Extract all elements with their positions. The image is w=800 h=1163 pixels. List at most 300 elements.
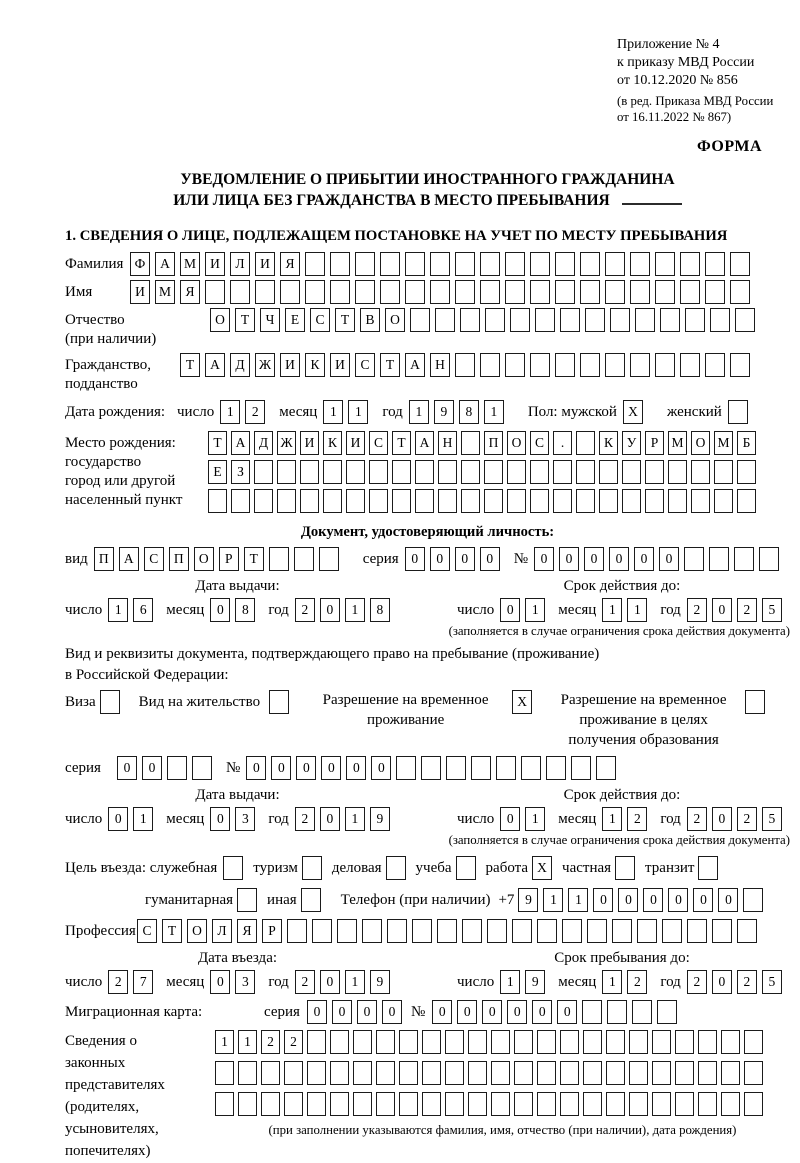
char-box[interactable]: 6 [133, 598, 153, 622]
char-box[interactable]: И [130, 280, 150, 304]
char-box[interactable] [505, 252, 525, 276]
char-box[interactable] [307, 1092, 326, 1116]
char-box[interactable]: А [415, 431, 434, 455]
char-box[interactable] [652, 1092, 671, 1116]
char-box[interactable] [560, 1061, 579, 1085]
char-box[interactable]: 2 [737, 807, 757, 831]
char-box[interactable]: 0 [320, 807, 340, 831]
char-box[interactable] [630, 252, 650, 276]
char-box[interactable] [435, 308, 455, 332]
char-box[interactable] [438, 489, 457, 513]
char-box[interactable] [305, 280, 325, 304]
char-box[interactable]: 1 [525, 807, 545, 831]
char-box[interactable] [261, 1061, 280, 1085]
char-box[interactable] [730, 353, 750, 377]
char-box[interactable] [652, 1061, 671, 1085]
char-box[interactable] [655, 353, 675, 377]
char-box[interactable] [484, 489, 503, 513]
char-box[interactable]: 0 [480, 547, 500, 571]
char-box[interactable] [698, 1092, 717, 1116]
char-box[interactable] [629, 1061, 648, 1085]
char-box[interactable] [745, 690, 765, 714]
char-box[interactable] [730, 252, 750, 276]
char-box[interactable] [421, 756, 441, 780]
char-box[interactable]: А [155, 252, 175, 276]
char-box[interactable] [605, 280, 625, 304]
char-box[interactable]: 0 [405, 547, 425, 571]
char-box[interactable] [562, 919, 582, 943]
char-box[interactable] [685, 308, 705, 332]
char-box[interactable] [553, 460, 572, 484]
char-box[interactable]: 0 [210, 807, 230, 831]
char-box[interactable] [399, 1092, 418, 1116]
char-box[interactable] [208, 489, 227, 513]
char-box[interactable]: О [210, 308, 230, 332]
char-box[interactable]: 0 [246, 756, 266, 780]
char-box[interactable]: В [360, 308, 380, 332]
char-box[interactable] [380, 252, 400, 276]
char-box[interactable] [675, 1092, 694, 1116]
char-box[interactable]: 2 [261, 1030, 280, 1054]
char-box[interactable] [743, 888, 763, 912]
char-box[interactable] [632, 1000, 652, 1024]
char-box[interactable] [660, 308, 680, 332]
char-box[interactable] [238, 1061, 257, 1085]
char-box[interactable] [622, 460, 641, 484]
char-box[interactable] [737, 489, 756, 513]
char-box[interactable] [606, 1092, 625, 1116]
char-box[interactable]: Б [737, 431, 756, 455]
char-box[interactable]: 9 [434, 400, 454, 424]
char-box[interactable] [405, 280, 425, 304]
char-box[interactable] [560, 1092, 579, 1116]
char-box[interactable] [215, 1092, 234, 1116]
char-box[interactable] [376, 1061, 395, 1085]
char-box[interactable] [456, 856, 476, 880]
char-box[interactable]: 0 [357, 1000, 377, 1024]
char-box[interactable] [546, 756, 566, 780]
char-box[interactable] [637, 919, 657, 943]
char-box[interactable]: Р [262, 919, 282, 943]
char-box[interactable] [287, 919, 307, 943]
char-box[interactable] [319, 547, 339, 571]
char-box[interactable]: X [623, 400, 643, 424]
char-box[interactable] [583, 1092, 602, 1116]
char-box[interactable] [537, 1092, 556, 1116]
char-box[interactable]: 1 [627, 598, 647, 622]
char-box[interactable] [582, 1000, 602, 1024]
char-box[interactable] [167, 756, 187, 780]
char-box[interactable] [580, 252, 600, 276]
char-box[interactable]: И [255, 252, 275, 276]
char-box[interactable]: М [180, 252, 200, 276]
char-box[interactable] [585, 308, 605, 332]
char-box[interactable] [269, 547, 289, 571]
char-box[interactable] [422, 1061, 441, 1085]
char-box[interactable]: О [691, 431, 710, 455]
char-box[interactable] [376, 1092, 395, 1116]
char-box[interactable]: О [507, 431, 526, 455]
char-box[interactable]: И [205, 252, 225, 276]
char-box[interactable] [629, 1092, 648, 1116]
char-box[interactable]: М [155, 280, 175, 304]
char-box[interactable] [583, 1030, 602, 1054]
char-box[interactable]: 0 [210, 598, 230, 622]
char-box[interactable]: 2 [627, 807, 647, 831]
char-box[interactable]: О [187, 919, 207, 943]
char-box[interactable] [655, 252, 675, 276]
char-box[interactable]: 0 [346, 756, 366, 780]
char-box[interactable] [512, 919, 532, 943]
char-box[interactable] [415, 489, 434, 513]
char-box[interactable] [721, 1092, 740, 1116]
char-box[interactable]: С [369, 431, 388, 455]
char-box[interactable]: Р [645, 431, 664, 455]
char-box[interactable] [705, 280, 725, 304]
char-box[interactable]: 0 [500, 598, 520, 622]
char-box[interactable] [330, 280, 350, 304]
char-box[interactable] [305, 252, 325, 276]
char-box[interactable] [491, 1030, 510, 1054]
char-box[interactable]: 0 [320, 970, 340, 994]
char-box[interactable] [535, 308, 555, 332]
char-box[interactable]: 1 [409, 400, 429, 424]
char-box[interactable]: Д [230, 353, 250, 377]
char-box[interactable]: 0 [557, 1000, 577, 1024]
char-box[interactable]: 1 [602, 970, 622, 994]
char-box[interactable] [422, 1092, 441, 1116]
char-box[interactable]: 2 [108, 970, 128, 994]
char-box[interactable]: 1 [323, 400, 343, 424]
char-box[interactable] [530, 489, 549, 513]
char-box[interactable] [744, 1092, 763, 1116]
char-box[interactable] [445, 1061, 464, 1085]
char-box[interactable] [505, 353, 525, 377]
char-box[interactable] [610, 308, 630, 332]
char-box[interactable] [537, 1061, 556, 1085]
char-box[interactable] [714, 489, 733, 513]
char-box[interactable] [337, 919, 357, 943]
char-box[interactable]: П [94, 547, 114, 571]
char-box[interactable]: 0 [712, 598, 732, 622]
char-box[interactable]: 3 [235, 970, 255, 994]
char-box[interactable]: А [119, 547, 139, 571]
char-box[interactable] [576, 460, 595, 484]
char-box[interactable]: 2 [687, 807, 707, 831]
char-box[interactable] [714, 460, 733, 484]
char-box[interactable] [680, 280, 700, 304]
char-box[interactable] [635, 308, 655, 332]
char-box[interactable]: 8 [370, 598, 390, 622]
char-box[interactable] [599, 460, 618, 484]
char-box[interactable]: 0 [117, 756, 137, 780]
char-box[interactable]: 0 [482, 1000, 502, 1024]
char-box[interactable] [553, 489, 572, 513]
char-box[interactable] [487, 919, 507, 943]
char-box[interactable] [480, 280, 500, 304]
char-box[interactable]: 2 [245, 400, 265, 424]
char-box[interactable] [514, 1092, 533, 1116]
char-box[interactable] [645, 460, 664, 484]
char-box[interactable] [521, 756, 541, 780]
char-box[interactable] [468, 1061, 487, 1085]
char-box[interactable] [491, 1092, 510, 1116]
char-box[interactable] [237, 888, 257, 912]
char-box[interactable] [530, 252, 550, 276]
char-box[interactable]: 9 [370, 970, 390, 994]
char-box[interactable]: 1 [215, 1030, 234, 1054]
char-box[interactable]: 3 [235, 807, 255, 831]
char-box[interactable]: И [346, 431, 365, 455]
char-box[interactable] [392, 489, 411, 513]
char-box[interactable]: Е [208, 460, 227, 484]
char-box[interactable]: 0 [271, 756, 291, 780]
char-box[interactable]: 0 [643, 888, 663, 912]
char-box[interactable] [261, 1092, 280, 1116]
char-box[interactable] [737, 919, 757, 943]
char-box[interactable] [460, 308, 480, 332]
char-box[interactable]: 0 [455, 547, 475, 571]
char-box[interactable]: 0 [532, 1000, 552, 1024]
char-box[interactable] [530, 353, 550, 377]
char-box[interactable] [415, 460, 434, 484]
char-box[interactable] [580, 280, 600, 304]
char-box[interactable]: 0 [210, 970, 230, 994]
char-box[interactable] [461, 489, 480, 513]
char-box[interactable]: 2 [295, 598, 315, 622]
char-box[interactable]: П [169, 547, 189, 571]
char-box[interactable]: Т [380, 353, 400, 377]
char-box[interactable] [721, 1030, 740, 1054]
char-box[interactable]: . [553, 431, 572, 455]
char-box[interactable]: 1 [133, 807, 153, 831]
char-box[interactable] [555, 280, 575, 304]
char-box[interactable] [254, 489, 273, 513]
char-box[interactable] [668, 460, 687, 484]
char-box[interactable] [362, 919, 382, 943]
char-box[interactable]: 1 [345, 598, 365, 622]
char-box[interactable] [223, 856, 243, 880]
char-box[interactable] [312, 919, 332, 943]
char-box[interactable] [485, 308, 505, 332]
char-box[interactable] [396, 756, 416, 780]
char-box[interactable] [728, 400, 748, 424]
char-box[interactable] [205, 280, 225, 304]
char-box[interactable] [100, 690, 120, 714]
char-box[interactable] [284, 1092, 303, 1116]
char-box[interactable]: Т [180, 353, 200, 377]
char-box[interactable]: 1 [345, 970, 365, 994]
char-box[interactable] [445, 1030, 464, 1054]
char-box[interactable]: О [385, 308, 405, 332]
char-box[interactable]: X [512, 690, 532, 714]
char-box[interactable] [430, 252, 450, 276]
char-box[interactable] [300, 489, 319, 513]
char-box[interactable]: 0 [659, 547, 679, 571]
char-box[interactable] [480, 353, 500, 377]
char-box[interactable]: 0 [584, 547, 604, 571]
char-box[interactable] [284, 1061, 303, 1085]
char-box[interactable] [462, 919, 482, 943]
char-box[interactable] [461, 431, 480, 455]
char-box[interactable] [301, 888, 321, 912]
char-box[interactable]: Д [254, 431, 273, 455]
char-box[interactable]: 9 [525, 970, 545, 994]
char-box[interactable] [537, 919, 557, 943]
char-box[interactable]: 1 [568, 888, 588, 912]
char-box[interactable] [710, 308, 730, 332]
char-box[interactable]: 0 [609, 547, 629, 571]
char-box[interactable]: 0 [718, 888, 738, 912]
char-box[interactable] [705, 353, 725, 377]
char-box[interactable] [386, 856, 406, 880]
char-box[interactable] [662, 919, 682, 943]
char-box[interactable]: Т [392, 431, 411, 455]
char-box[interactable]: 0 [371, 756, 391, 780]
char-box[interactable]: 5 [762, 807, 782, 831]
char-box[interactable]: 1 [602, 807, 622, 831]
char-box[interactable]: Р [219, 547, 239, 571]
char-box[interactable] [269, 690, 289, 714]
char-box[interactable] [192, 756, 212, 780]
char-box[interactable] [734, 547, 754, 571]
char-box[interactable] [369, 460, 388, 484]
char-box[interactable]: З [231, 460, 250, 484]
char-box[interactable] [605, 353, 625, 377]
char-box[interactable] [583, 1061, 602, 1085]
char-box[interactable] [555, 353, 575, 377]
char-box[interactable] [369, 489, 388, 513]
char-box[interactable]: О [194, 547, 214, 571]
char-box[interactable]: Т [208, 431, 227, 455]
char-box[interactable] [455, 280, 475, 304]
char-box[interactable]: 2 [687, 598, 707, 622]
char-box[interactable] [607, 1000, 627, 1024]
char-box[interactable] [698, 1061, 717, 1085]
char-box[interactable]: 0 [534, 547, 554, 571]
char-box[interactable] [300, 460, 319, 484]
char-box[interactable] [480, 252, 500, 276]
char-box[interactable]: Я [280, 252, 300, 276]
char-box[interactable]: И [280, 353, 300, 377]
char-box[interactable]: Т [335, 308, 355, 332]
char-box[interactable] [698, 1030, 717, 1054]
char-box[interactable]: 0 [618, 888, 638, 912]
char-box[interactable] [399, 1061, 418, 1085]
char-box[interactable] [505, 280, 525, 304]
char-box[interactable] [744, 1030, 763, 1054]
char-box[interactable] [629, 1030, 648, 1054]
char-box[interactable] [622, 489, 641, 513]
char-box[interactable]: 0 [108, 807, 128, 831]
char-box[interactable] [468, 1030, 487, 1054]
char-box[interactable] [684, 547, 704, 571]
char-box[interactable] [346, 489, 365, 513]
char-box[interactable] [735, 308, 755, 332]
char-box[interactable]: 1 [108, 598, 128, 622]
char-box[interactable] [605, 252, 625, 276]
char-box[interactable]: 1 [543, 888, 563, 912]
char-box[interactable]: Я [237, 919, 257, 943]
char-box[interactable] [412, 919, 432, 943]
char-box[interactable] [496, 756, 516, 780]
char-box[interactable] [410, 308, 430, 332]
char-box[interactable] [277, 460, 296, 484]
char-box[interactable]: 7 [133, 970, 153, 994]
char-box[interactable] [277, 489, 296, 513]
char-box[interactable]: 0 [320, 598, 340, 622]
char-box[interactable]: С [144, 547, 164, 571]
char-box[interactable]: 2 [737, 598, 757, 622]
char-box[interactable] [580, 353, 600, 377]
char-box[interactable] [445, 1092, 464, 1116]
char-box[interactable] [759, 547, 779, 571]
char-box[interactable]: 9 [370, 807, 390, 831]
char-box[interactable] [392, 460, 411, 484]
char-box[interactable]: 1 [484, 400, 504, 424]
char-box[interactable]: 1 [220, 400, 240, 424]
char-box[interactable]: 1 [525, 598, 545, 622]
char-box[interactable] [652, 1030, 671, 1054]
char-box[interactable]: 0 [382, 1000, 402, 1024]
char-box[interactable] [355, 252, 375, 276]
char-box[interactable] [353, 1061, 372, 1085]
char-box[interactable]: Л [212, 919, 232, 943]
char-box[interactable] [530, 460, 549, 484]
char-box[interactable] [355, 280, 375, 304]
char-box[interactable]: 1 [602, 598, 622, 622]
char-box[interactable] [560, 308, 580, 332]
char-box[interactable] [587, 919, 607, 943]
char-box[interactable] [255, 280, 275, 304]
char-box[interactable]: И [300, 431, 319, 455]
char-box[interactable]: 0 [593, 888, 613, 912]
char-box[interactable] [231, 489, 250, 513]
char-box[interactable] [691, 489, 710, 513]
char-box[interactable] [657, 1000, 677, 1024]
char-box[interactable]: 0 [500, 807, 520, 831]
char-box[interactable] [438, 460, 457, 484]
char-box[interactable]: 0 [307, 1000, 327, 1024]
char-box[interactable]: 0 [693, 888, 713, 912]
char-box[interactable] [294, 547, 314, 571]
char-box[interactable]: Н [430, 353, 450, 377]
char-box[interactable]: X [532, 856, 552, 880]
char-box[interactable]: Ч [260, 308, 280, 332]
char-box[interactable]: Н [438, 431, 457, 455]
char-box[interactable] [353, 1092, 372, 1116]
char-box[interactable]: 1 [345, 807, 365, 831]
char-box[interactable] [280, 280, 300, 304]
char-box[interactable] [507, 489, 526, 513]
char-box[interactable]: С [355, 353, 375, 377]
char-box[interactable]: И [330, 353, 350, 377]
char-box[interactable]: Ф [130, 252, 150, 276]
char-box[interactable]: 2 [627, 970, 647, 994]
char-box[interactable] [230, 280, 250, 304]
char-box[interactable]: 5 [762, 598, 782, 622]
char-box[interactable] [730, 280, 750, 304]
char-box[interactable] [455, 252, 475, 276]
char-box[interactable]: Т [235, 308, 255, 332]
char-box[interactable]: 0 [712, 970, 732, 994]
char-box[interactable]: 0 [559, 547, 579, 571]
char-box[interactable]: Ж [277, 431, 296, 455]
char-box[interactable]: Т [244, 547, 264, 571]
char-box[interactable] [405, 252, 425, 276]
char-box[interactable] [387, 919, 407, 943]
char-box[interactable] [721, 1061, 740, 1085]
